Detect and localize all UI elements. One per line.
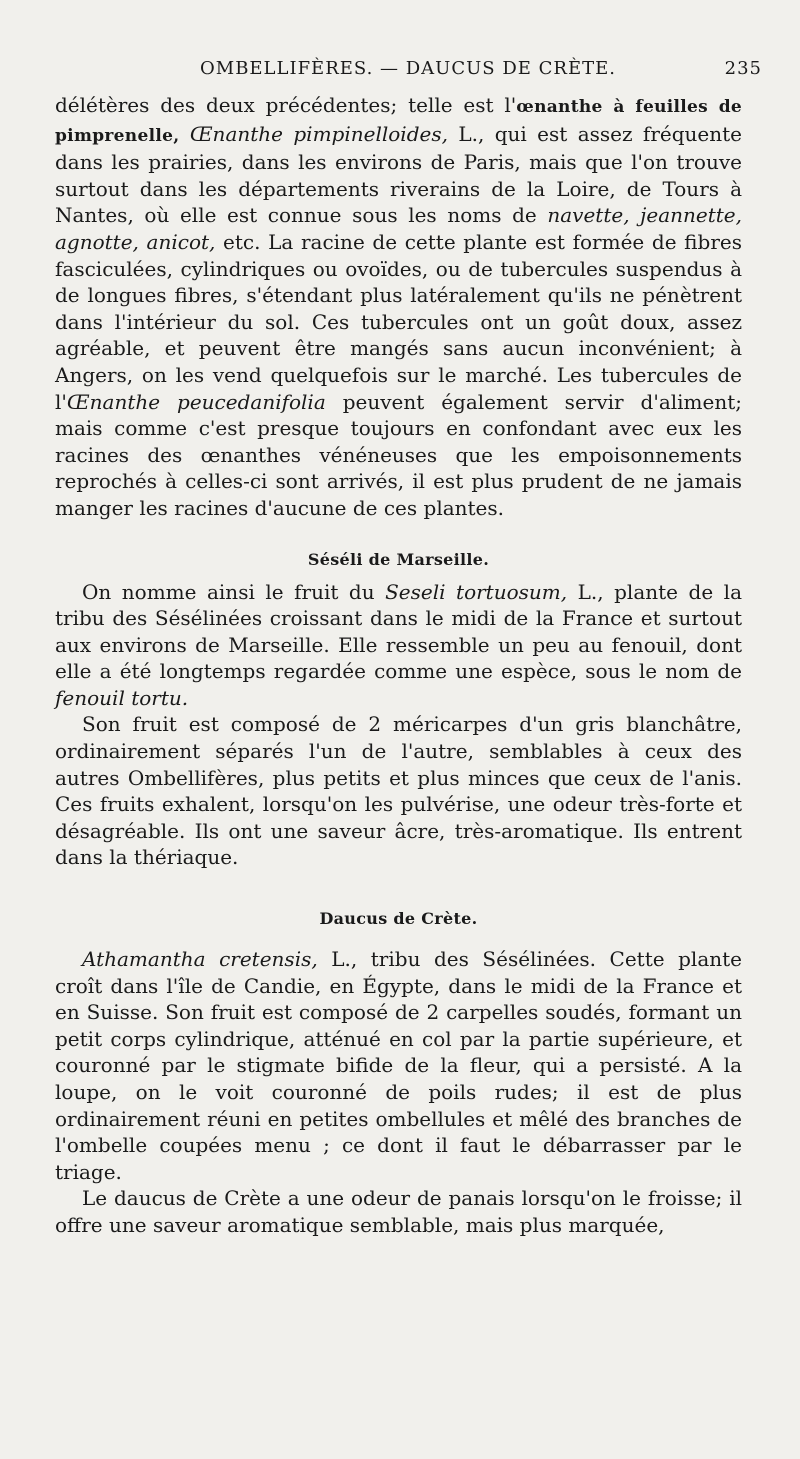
common-name: fenouil tortu. — [55, 685, 189, 710]
page-body — [55, 92, 742, 1239]
running-header — [55, 58, 762, 88]
text-run: L., plante de la tribu des Sésélinées croissant dans le midi de la France et surtout aux environs de Marseille. Elle ressemble un peu au fenouil, dont elle a été longtemps regardée comme une espèce, sous le nom de — [55, 579, 742, 684]
latin-name: Œnanthe peucedanifolia — [66, 389, 326, 414]
page-number: 235 — [724, 58, 762, 79]
text-run: délétères des deux précédentes; telle est l' — [55, 93, 517, 117]
text-run: etc. La racine de cette plante est formée de fibres fasciculées, cylindriques ou ovoïdes, ou de tubercules suspendus à de longues fibres, s'étendant plus latéralement qu'ils ne pénètrent dans l'intérieur du sol. Ces tubercules ont un goût doux, assez agréable, et peuvent être mangés sans aucun inconvénient; à Angers, on les vend quelquefois sur le marché. Les tubercules de l' — [55, 229, 742, 414]
text-run: On nomme ainsi le fruit du — [82, 579, 386, 604]
common-names: navette, jeannette, agnotte, anicot, — [55, 203, 742, 254]
paragraph-oenanthe — [55, 92, 742, 522]
text-run: L., tribu des Sésélinées. Cette plante croît dans l'île de Candie, en Égypte, dans le midi de la France et en Suisse. Son fruit est composé de 2 carpelles soudés, formant un petit corps cylindrique, atténué en col par la partie supérieure, et couronné par le stigmate bifide de la fleur, qui a persisté. A la loupe, on le voit couronné de poils rudes; il est de plus ordinairement réuni en petites ombellules et mêlé des branches de l'ombelle coupées menu ; ce dont il faut le débarrasser par le triage. — [55, 947, 742, 1184]
text-run: peuvent également servir d'aliment; mais comme c'est presque toujours en confondant avec eux les racines des œnanthes vénéneuses que les empoisonnements reprochés à celles-ci sont arrivés, il est plus prudent de ne jamais manger les racines d'aucune de ces plantes. — [55, 389, 743, 520]
running-title: OMBELLIFÈRES. — DAUCUS DE CRÈTE. — [200, 58, 616, 79]
paragraph-seseli-origin — [55, 579, 742, 712]
latin-name: Athamantha cretensis, — [82, 947, 318, 972]
text-run — [179, 122, 189, 146]
bold-term: œnanthe à feuilles de pimprenelle, — [55, 97, 742, 146]
text-run: L., qui est assez fréquente dans les prairies, dans les environs de Paris, mais que l'on trouve surtout dans les départements riverains de la Loire, de Tours à Nantes, où elle est connue sous les noms de — [55, 121, 742, 228]
latin-name: Œnanthe pimpinelloides, — [189, 121, 448, 146]
paragraph-daucus-odor: Le daucus de Crète a une odeur de panais lorsqu'on le froisse; il offre une saveur aromatique semblable, mais plus marquée, — [55, 1186, 742, 1237]
latin-name: Seseli tortuosum, — [385, 579, 568, 604]
section-heading-daucus: Daucus de Crète. — [319, 909, 478, 929]
paragraph-daucus-description — [55, 946, 742, 1185]
section-heading-seseli: Séséli de Marseille. — [307, 549, 490, 569]
paragraph-seseli-fruit: Son fruit est composé de 2 méricarpes d'un gris blanchâtre, ordinairement séparés l'un de l'autre, semblables à ceux des autres Ombellifères, plus petits et plus minces que ceux de l'anis. Ces fruits exhalent, lorsqu'on les pulvérise, une odeur très-forte et désagréable. Ils ont une saveur âcre, très-aromatique. Ils entrent dans la thériaque. — [55, 712, 742, 870]
